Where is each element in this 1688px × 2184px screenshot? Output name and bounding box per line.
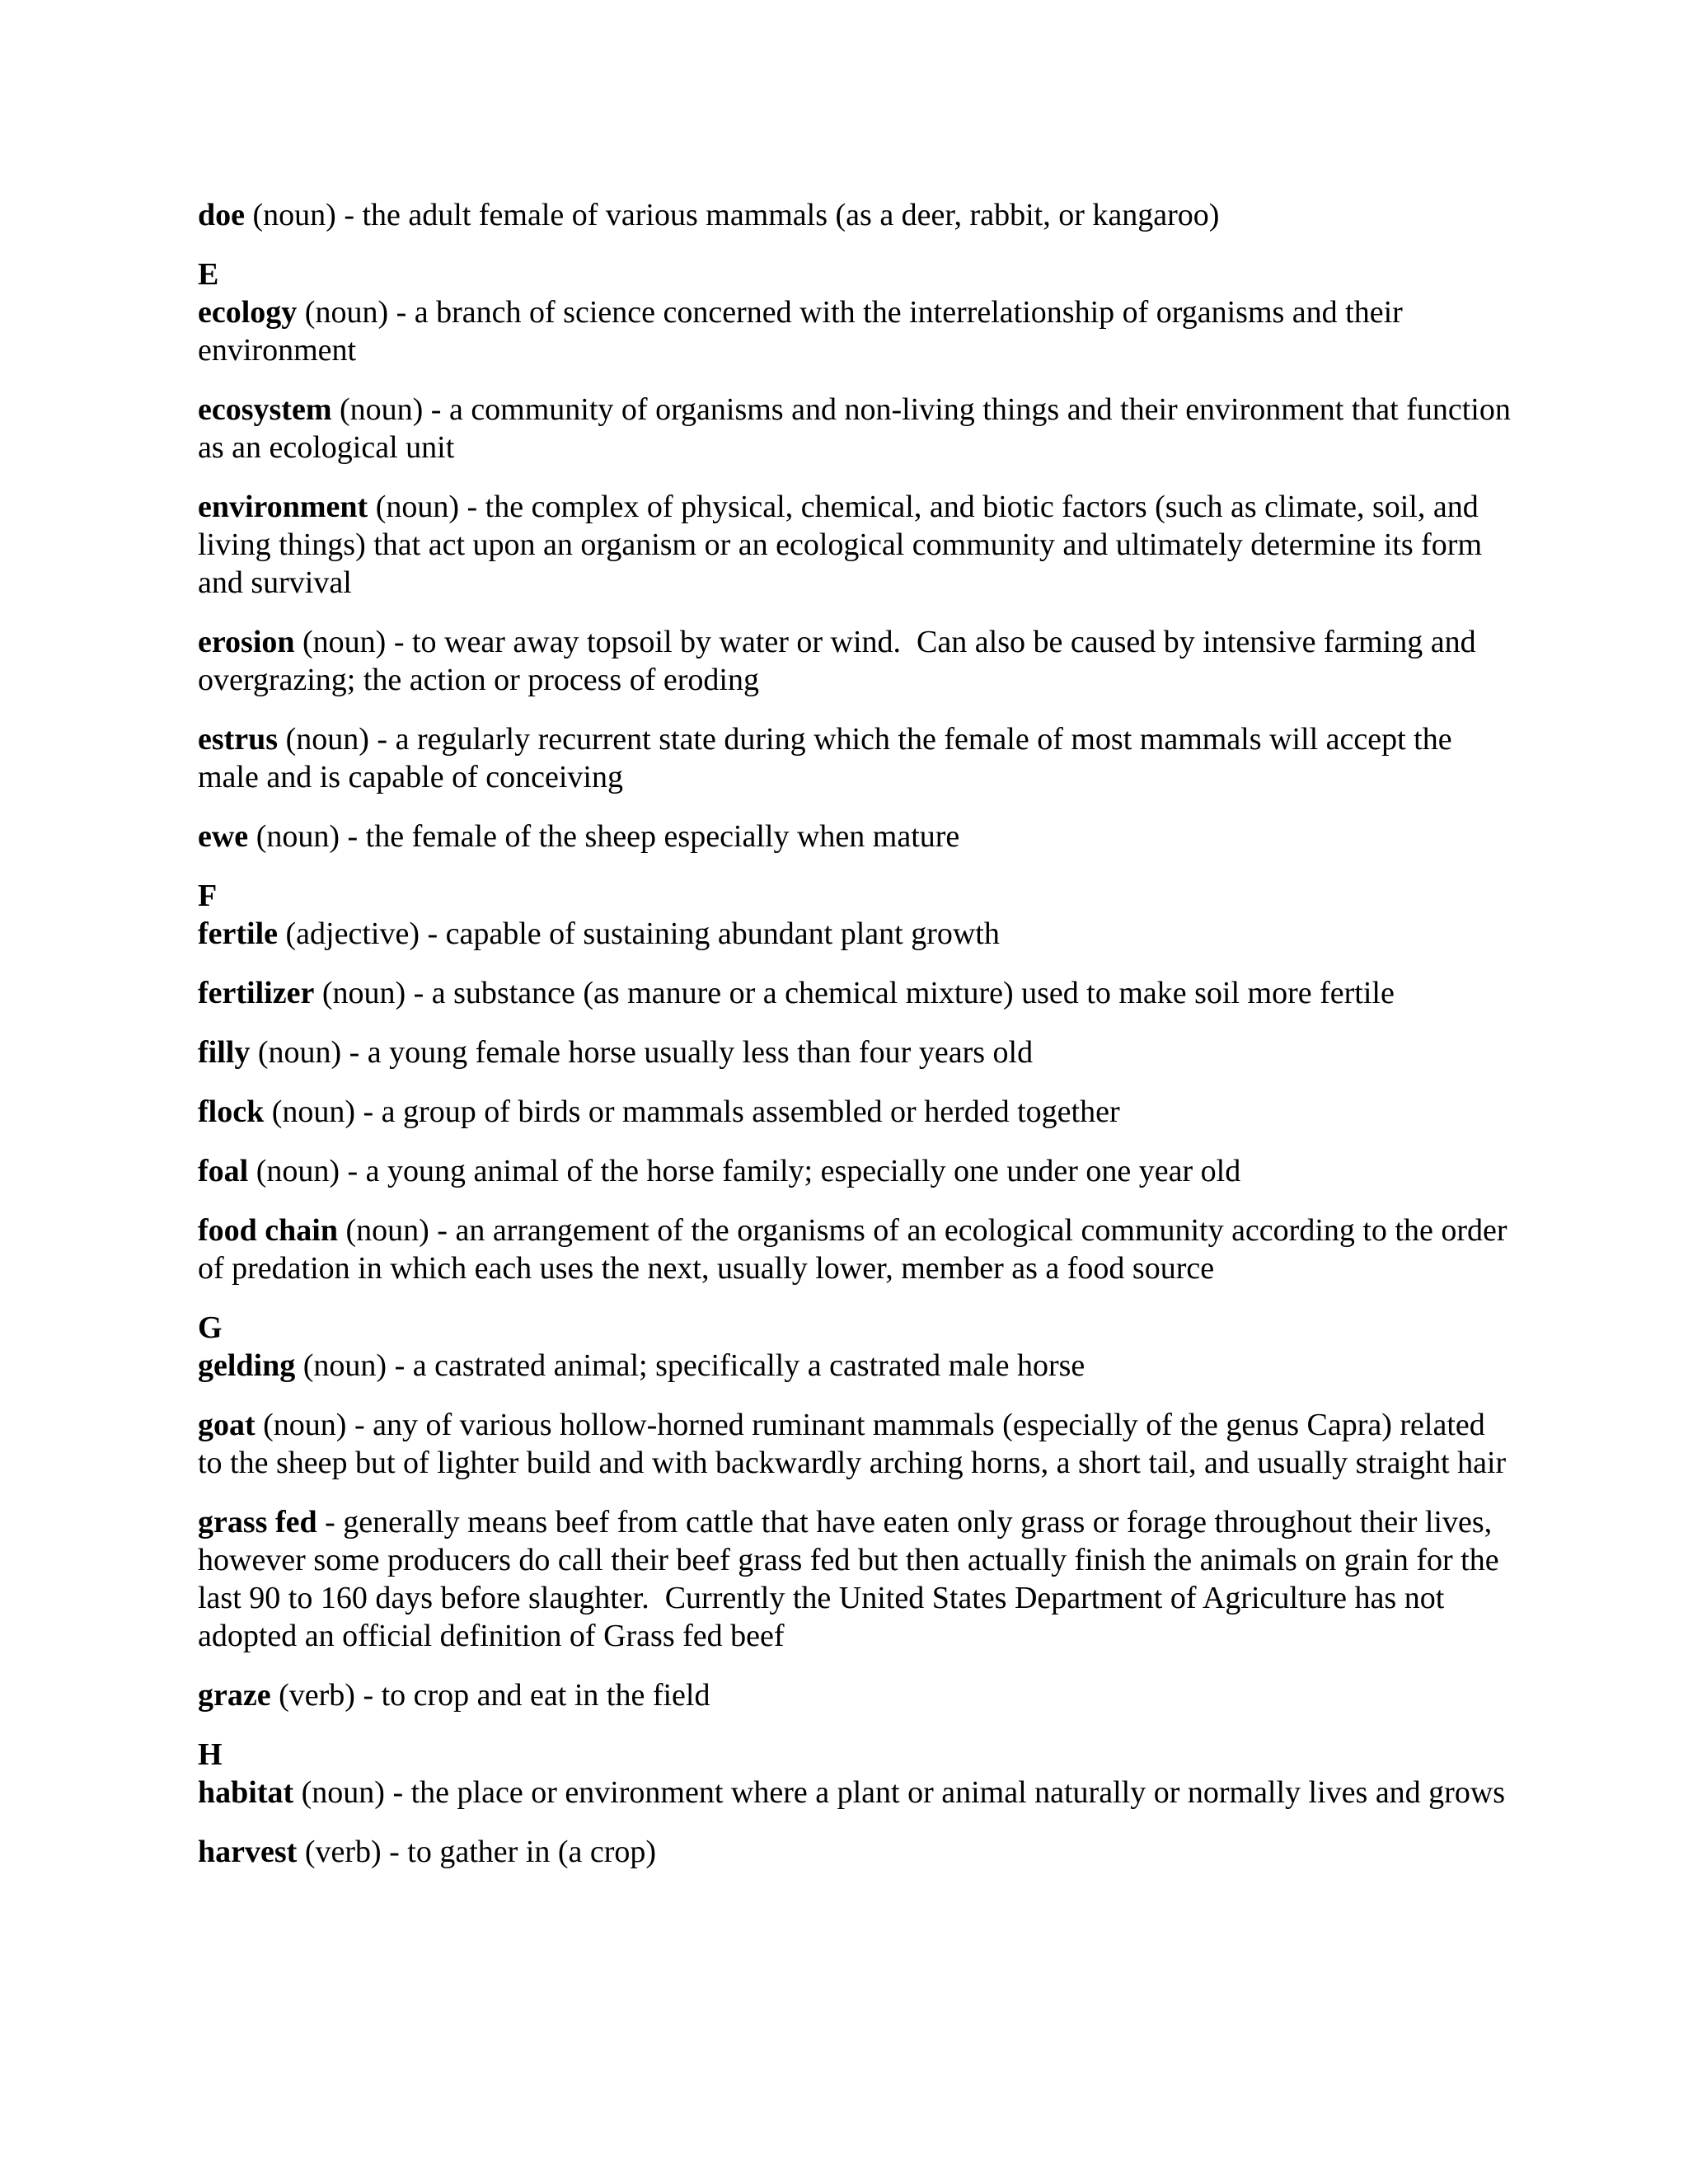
- entry-part-of-speech: (noun): [304, 295, 389, 330]
- glossary-entry-environment: [198, 488, 1517, 602]
- entry-part-of-speech: (verb): [279, 1678, 355, 1713]
- entry-term: foal: [198, 1154, 249, 1188]
- entry-definition: - a branch of science concerned with the interrelationship of organisms and their environment: [198, 295, 1403, 368]
- entry-term: harvest: [198, 1835, 298, 1869]
- glossary-entry-foal: [198, 1152, 1517, 1190]
- glossary-entry-erosion: [198, 623, 1517, 699]
- entry-term: ecology: [198, 295, 298, 330]
- glossary-entry-doe: [198, 196, 1517, 234]
- entry-definition: - any of various hollow-horned ruminant mammals (especially of the genus Capra) related to the sheep but of lighter build and with backwardly arching horns, a short tail, and usually straight hair: [198, 1408, 1507, 1480]
- entry-definition: - to crop and eat in the field: [363, 1678, 710, 1713]
- section-letter-g: G: [198, 1310, 223, 1345]
- entry-part-of-speech: (verb): [304, 1835, 382, 1869]
- glossary-entry-gelding: [198, 1347, 1517, 1385]
- entry-term: doe: [198, 198, 245, 232]
- entry-definition: - a community of organisms and non-living things and their environment that function as an ecological unit: [198, 392, 1511, 465]
- entry-definition: - a castrated animal; specifically a castrated male horse: [394, 1348, 1085, 1383]
- entry-term: erosion: [198, 625, 295, 659]
- entry-term: habitat: [198, 1775, 294, 1810]
- entry-definition: - a young female horse usually less than four years old: [349, 1035, 1034, 1070]
- glossary-entry-ecosystem: [198, 391, 1517, 466]
- entry-term: environment: [198, 490, 368, 524]
- entry-term: food chain: [198, 1213, 338, 1248]
- entry-definition: - a young animal of the horse family; especially one under one year old: [347, 1154, 1241, 1188]
- entry-definition: - the complex of physical, chemical, and biotic factors (such as climate, soil, and living things) that act upon an organism or an ecological community and ultimately determine its form and survival: [198, 490, 1482, 600]
- entry-term: filly: [198, 1035, 251, 1070]
- entry-part-of-speech: (noun): [375, 490, 459, 524]
- entry-part-of-speech: (adjective): [285, 916, 420, 951]
- entry-definition: - to gather in (a crop): [389, 1835, 657, 1869]
- glossary-entry-ecology: [198, 293, 1517, 369]
- glossary-entry-graze: [198, 1676, 1517, 1714]
- glossary-entry-estrus: [198, 720, 1517, 796]
- entry-part-of-speech: (noun): [321, 976, 406, 1010]
- entry-term: gelding: [198, 1348, 296, 1383]
- section-letter-f: F: [198, 879, 218, 913]
- section-letter-e: E: [198, 257, 219, 292]
- entry-term: flock: [198, 1094, 265, 1129]
- entry-term: estrus: [198, 722, 279, 757]
- glossary-entry-food-chain: [198, 1212, 1517, 1287]
- glossary-page: [198, 196, 1517, 1892]
- entry-definition: - a group of birds or mammals assembled or herded together: [363, 1094, 1120, 1129]
- entry-part-of-speech: (noun): [256, 819, 340, 854]
- entry-part-of-speech: (noun): [339, 392, 424, 427]
- entry-term: grass fed: [198, 1505, 317, 1540]
- entry-part-of-speech: (noun): [302, 625, 387, 659]
- entry-term: ecosystem: [198, 392, 332, 427]
- entry-term: ewe: [198, 819, 249, 854]
- glossary-entry-fertilizer: [198, 974, 1517, 1012]
- entry-part-of-speech: (noun): [252, 198, 336, 232]
- glossary-entry-grass-fed: [198, 1503, 1517, 1655]
- entry-part-of-speech: (noun): [271, 1094, 356, 1129]
- entry-definition: - a regularly recurrent state during which the female of most mammals will accept the male and is capable of conceiving: [198, 722, 1452, 794]
- glossary-entry-fertile: [198, 915, 1517, 953]
- entry-definition: - capable of sustaining abundant plant growth: [427, 916, 1000, 951]
- entry-definition: - to wear away topsoil by water or wind. Can also be caused by intensive farming and overgrazing; the action or process of eroding: [198, 625, 1484, 697]
- entry-term: graze: [198, 1678, 271, 1713]
- entry-definition: - generally means beef from cattle that have eaten only grass or forage throughout their lives, however some producers do call their beef grass fed but then actually finish the animals on grain for the last 90 to 160 days before slaughter. Currently the United States Department of Agriculture has not adopted an official definition of Grass fed beef: [198, 1505, 1507, 1653]
- glossary-entry-ewe: [198, 818, 1517, 855]
- entry-part-of-speech: (noun): [263, 1408, 347, 1442]
- entry-part-of-speech: (noun): [302, 1348, 387, 1383]
- entry-definition: - a substance (as manure or a chemical mixture) used to make soil more fertile: [413, 976, 1395, 1010]
- entry-definition: - an arrangement of the organisms of an ecological community according to the order of predation in which each uses the next, usually lower, member as a food source: [198, 1213, 1507, 1286]
- entry-term: fertilizer: [198, 976, 315, 1010]
- glossary-entry-flock: [198, 1093, 1517, 1131]
- section-letter-h: H: [198, 1737, 223, 1772]
- entry-term: fertile: [198, 916, 279, 951]
- entry-definition: - the adult female of various mammals (as a deer, rabbit, or kangaroo): [344, 198, 1220, 232]
- glossary-entry-filly: [198, 1033, 1517, 1071]
- glossary-entry-goat: [198, 1406, 1517, 1482]
- glossary-entry-habitat: [198, 1774, 1517, 1811]
- entry-part-of-speech: (noun): [256, 1154, 340, 1188]
- entry-part-of-speech: (noun): [301, 1775, 385, 1810]
- entry-part-of-speech: (noun): [257, 1035, 342, 1070]
- entry-definition: - the place or environment where a plant or animal naturally or normally lives and grows: [392, 1775, 1506, 1810]
- entry-part-of-speech: (noun): [285, 722, 369, 757]
- glossary-entry-harvest: [198, 1833, 1517, 1871]
- entry-definition: - the female of the sheep especially when mature: [347, 819, 960, 854]
- entry-term: goat: [198, 1408, 256, 1442]
- entry-part-of-speech: (noun): [345, 1213, 429, 1248]
